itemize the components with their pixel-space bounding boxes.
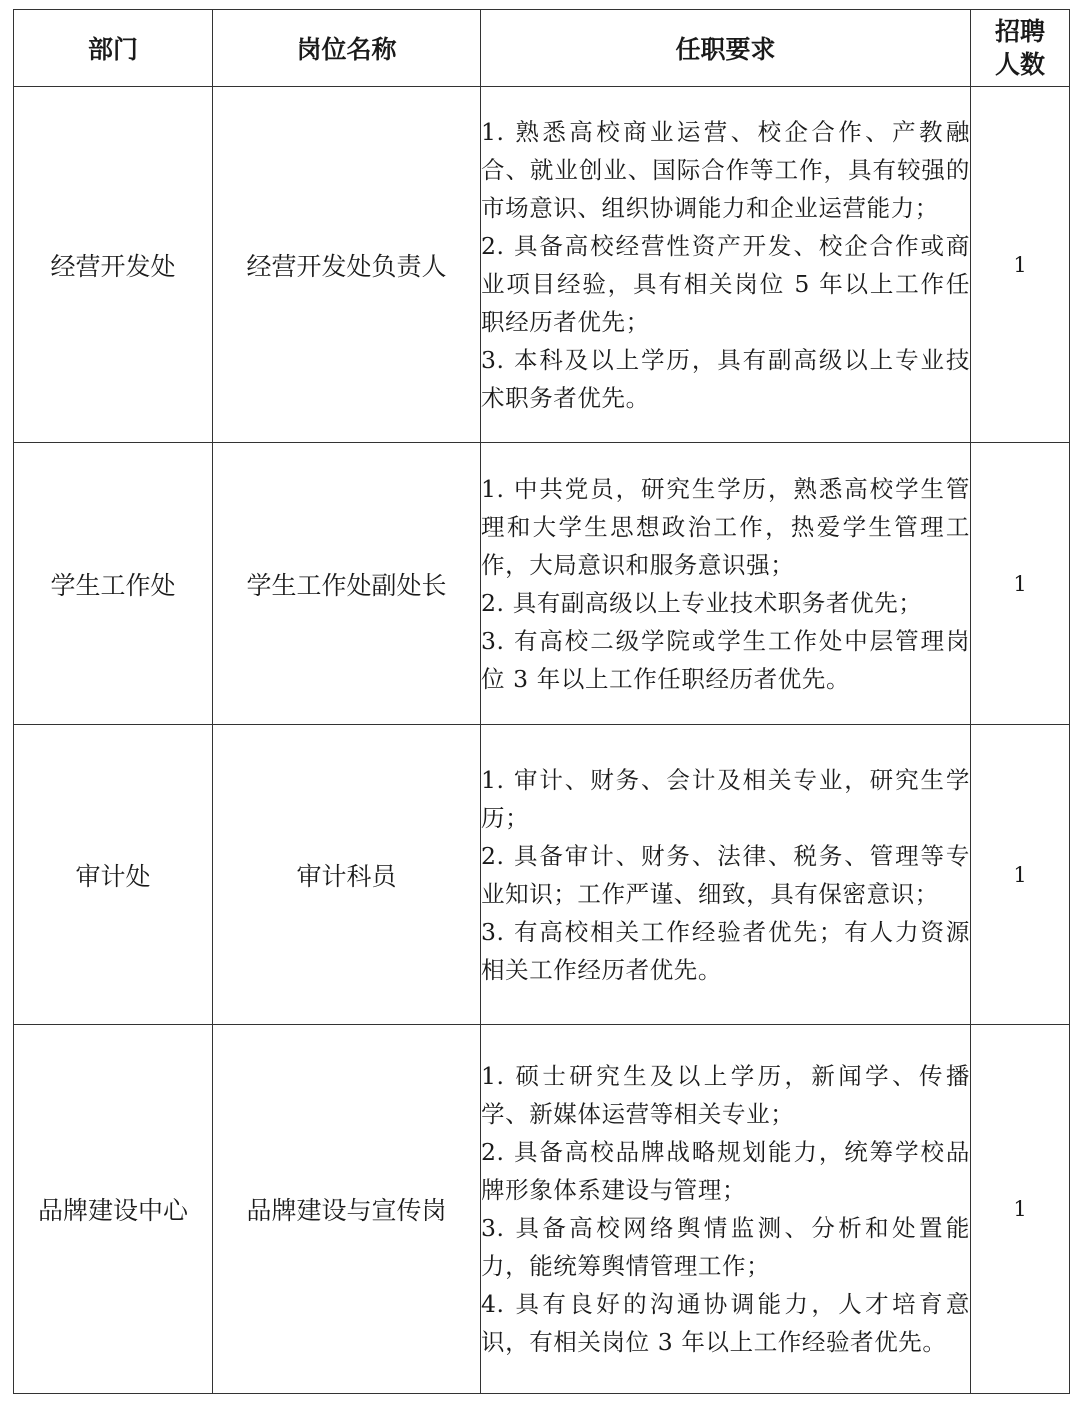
count-cell: 1 <box>971 87 1070 443</box>
table-row <box>14 87 1070 443</box>
table-header-row <box>14 10 1070 87</box>
requirement-item: 1. 审计、财务、会计及相关专业，研究生学历； <box>481 765 970 832</box>
requirement-item: 3. 具备高校网络舆情监测、分析和处置能力，能统筹舆情管理工作； <box>481 1214 970 1280</box>
header-count-line1: 招聘 <box>994 17 1045 46</box>
dept-cell: 品牌建设中心 <box>14 1025 213 1394</box>
requirement-item: 3. 本科及以上学历，具有副高级以上专业技术职务者优先。 <box>481 345 970 412</box>
header-count-line2: 人数 <box>994 50 1045 79</box>
header-requirements: 任职要求 <box>481 10 971 87</box>
dept-cell: 审计处 <box>14 725 213 1025</box>
count-cell: 1 <box>971 443 1070 725</box>
requirement-item: 1. 硕士研究生及以上学历，新闻学、传播学、新媒体运营等相关专业； <box>481 1062 970 1128</box>
header-count <box>971 10 1070 87</box>
requirement-item: 4. 具有良好的沟通协调能力，人才培育意识，有相关岗位 3 年以上工作经验者优先。 <box>481 1290 970 1356</box>
position-cell: 品牌建设与宣传岗 <box>213 1025 481 1394</box>
table-row <box>14 443 1070 725</box>
requirement-item: 2. 具备高校品牌战略规划能力，统筹学校品牌形象体系建设与管理； <box>481 1138 970 1204</box>
requirement-item: 1. 熟悉高校商业运营、校企合作、产教融合、就业创业、国际合作等工作，具有较强的市场意识、组织协调能力和企业运营能力； <box>481 117 970 222</box>
count-cell: 1 <box>971 725 1070 1025</box>
position-cell: 学生工作处副处长 <box>213 443 481 725</box>
count-cell: 1 <box>971 1025 1070 1394</box>
header-dept: 部门 <box>14 10 213 87</box>
requirements-cell <box>481 443 971 725</box>
position-cell: 审计科员 <box>213 725 481 1025</box>
requirement-item: 3. 有高校二级学院或学生工作处中层管理岗位 3 年以上工作任职经历者优先。 <box>481 626 970 693</box>
header-position: 岗位名称 <box>213 10 481 87</box>
requirement-item: 2. 具备审计、财务、法律、税务、管理等专业知识；工作严谨、细致，具有保密意识； <box>481 841 970 908</box>
requirements-cell <box>481 1025 971 1394</box>
requirement-item: 1. 中共党员，研究生学历，熟悉高校学生管理和大学生思想政治工作，热爱学生管理工作，大局意识和服务意识强； <box>481 474 970 579</box>
table-row <box>14 1025 1070 1394</box>
dept-cell: 经营开发处 <box>14 87 213 443</box>
requirements-cell <box>481 87 971 443</box>
requirements-cell <box>481 725 971 1025</box>
dept-cell: 学生工作处 <box>14 443 213 725</box>
table-row <box>14 725 1070 1025</box>
requirement-item: 2. 具有副高级以上专业技术职务者优先； <box>481 588 923 617</box>
recruitment-table <box>13 9 1070 1394</box>
requirement-item: 3. 有高校相关工作经验者优先；有人力资源相关工作经历者优先。 <box>481 917 970 984</box>
requirement-item: 2. 具备高校经营性资产开发、校企合作或商业项目经验，具有相关岗位 5 年以上工作任职经历者优先； <box>481 231 970 336</box>
position-cell: 经营开发处负责人 <box>213 87 481 443</box>
